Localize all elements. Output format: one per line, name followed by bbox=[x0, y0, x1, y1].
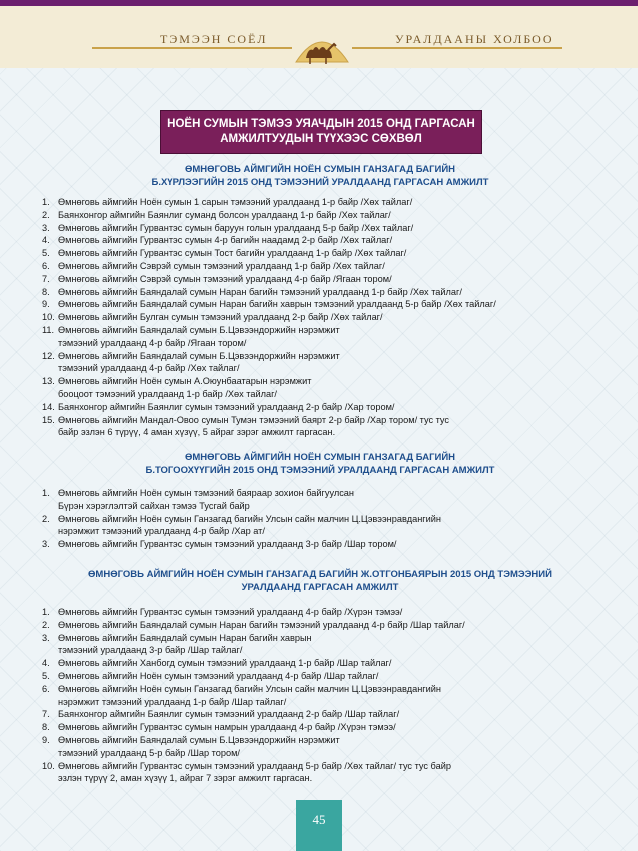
camel-emblem-icon bbox=[292, 26, 352, 66]
list-item-text: тэмээний уралдаанд 3-р байр /Шар тайлаг/ bbox=[58, 645, 243, 656]
section-title-2 bbox=[40, 451, 600, 477]
achievement-list-1 bbox=[42, 196, 612, 439]
list-item-text: Өмнөговь аймгийн Ноён сумын тэмээний баяраар зохион байгуулсан bbox=[58, 488, 354, 498]
list-item bbox=[42, 619, 612, 632]
list-item-text: Өмнөговь аймгийн Ноён сумын тэмээний уралдаанд 4-р байр /Шар тайлаг/ bbox=[58, 670, 379, 681]
list-item bbox=[42, 350, 612, 363]
list-item-text: Өмнөговь аймгийн Сэврэй сумын тэмээний уралдаанд 4-р байр /Ягаан тором/ bbox=[58, 273, 392, 284]
section-title-line: Б.ХҮРЛЭЭГИЙН 2015 ОНД ТЭМЭЭНИЙ УРАЛДААНД ГАРГАСАН АМЖИЛТ bbox=[151, 177, 489, 188]
section-title-3 bbox=[40, 568, 600, 594]
list-item-text: нэрэмжит тэмээний уралдаанд 1-р байр /Шар тайлаг/ bbox=[58, 696, 287, 707]
list-item bbox=[42, 500, 612, 513]
list-item bbox=[42, 721, 612, 734]
header-rule-right bbox=[352, 47, 562, 49]
list-item-number: 3. bbox=[42, 222, 50, 233]
header-rule-left bbox=[92, 47, 292, 49]
section-title-line: УРАЛДААНД ГАРГАСАН АМЖИЛТ bbox=[241, 582, 399, 593]
list-item-text: Өмнөговь аймгийн Гурвантэс сумын тэмээний уралдаанд 5-р байр /Хөх тайлаг/ тус тус байр bbox=[58, 760, 451, 771]
list-item-number: 6. bbox=[42, 683, 50, 694]
list-item-text: Өмнөговь аймгийн Гурвантэс сумын тэмээний уралдаанд 3-р байр /Шар тором/ bbox=[58, 539, 397, 550]
list-item-number: 11. bbox=[42, 324, 55, 335]
list-item-text: Өмнөговь аймгийн Ноён сумын 1 сарын тэмээний уралдаанд 1-р байр /Хөх тайлаг/ bbox=[58, 197, 413, 207]
list-item-number: 3. bbox=[42, 632, 50, 643]
list-item-text: Өмнөговь аймгийн Баяндалай сумын Б.Цэвээндоржийн нэрэмжит bbox=[58, 734, 340, 745]
list-item bbox=[42, 286, 612, 299]
list-item-text: Өмнөговь аймгийн Булган сумын тэмээний уралдаанд 2-р байр /Хөх тайлаг/ bbox=[58, 312, 383, 323]
list-item bbox=[42, 772, 612, 785]
list-item bbox=[42, 708, 612, 721]
list-item-number: 8. bbox=[42, 722, 50, 733]
list-item-text: Баянхонгор аймгийн Баянлиг суманд болсон уралдаанд 1-р байр /Хөх тайлаг/ bbox=[58, 209, 391, 220]
list-item bbox=[42, 362, 612, 375]
list-item-text: Өмнөговь аймгийн Баяндалай сумын Б.Цэвээндоржийн нэрэмжит bbox=[58, 324, 340, 335]
list-item-number: 10. bbox=[42, 760, 55, 771]
list-item bbox=[42, 388, 612, 401]
list-item-number: 2. bbox=[42, 619, 50, 630]
list-item bbox=[42, 734, 612, 747]
list-item bbox=[42, 487, 612, 500]
list-item-text: Өмнөговь аймгийн Сэврэй сумын тэмээний уралдаанд 1-р байр /Хөх тайлаг/ bbox=[58, 260, 385, 271]
list-item bbox=[42, 632, 612, 645]
list-item-text: Өмнөговь аймгийн Мандал-Овоо сумын Тумэн тэмээний баярт 2-р байр /Хар тором/ тус тус bbox=[58, 414, 450, 425]
list-item bbox=[42, 606, 612, 619]
list-item-number: 2. bbox=[42, 209, 50, 220]
list-item bbox=[42, 273, 612, 286]
list-item bbox=[42, 513, 612, 526]
list-item-text: Бүрэн хэрэглэлтэй сайхан тэмээ Тусгай байр bbox=[58, 500, 250, 511]
list-item-text: Өмнөговь аймгийн Баяндалай сумын Б.Цэвээндоржийн нэрэмжит bbox=[58, 350, 340, 361]
list-item bbox=[42, 196, 612, 209]
list-item-text: бооцоот тэмээний уралдаанд 1-р байр /Хөх тайлаг/ bbox=[58, 388, 277, 399]
list-item-number: 14. bbox=[42, 401, 55, 412]
page-number: 45 bbox=[312, 812, 326, 827]
list-item bbox=[42, 222, 612, 235]
list-item-number: 7. bbox=[42, 273, 50, 284]
list-item-text: Өмнөговь аймгийн Ноён сумын А.Оюунбаатарын нэрэмжит bbox=[58, 376, 312, 387]
list-item bbox=[42, 696, 612, 709]
list-item-text: Өмнөговь аймгийн Гурвантэс сумын намрын уралдаанд 4-р байр /Хүрэн тэмээ/ bbox=[58, 722, 396, 733]
section-title-line: ӨМНӨГОВЬ АЙМГИЙН НОЁН СУМЫН ГАНЗАГАД БАГИЙН Ж.ОТГОНБАЯРЫН 2015 ОНД ТЭМЭЭНИЙ bbox=[88, 569, 552, 580]
list-item bbox=[42, 670, 612, 683]
list-item-text: тэмээний уралдаанд 4-р байр /Хөх тайлаг/ bbox=[58, 363, 240, 374]
list-item-text: Өмнөговь аймгийн Баяндалай сумын Наран багийн хаврын тэмээний уралдаанд 5-р байр /Хөх тайлаг/ bbox=[58, 299, 496, 310]
list-item-text: нэрэмжит тэмээний уралдаанд 4-р байр /Хар ат/ bbox=[58, 526, 265, 537]
list-item bbox=[42, 657, 612, 670]
list-item bbox=[42, 298, 612, 311]
list-item-text: Өмнөговь аймгийн Баяндалай сумын Наран багийн хаврын bbox=[58, 632, 312, 643]
list-item-text: Өмнөговь аймгийн Гурвантэс сумын баруун голын уралдаанд 5-р байр /Хөх тайлаг/ bbox=[58, 222, 414, 233]
list-item-text: Өмнөговь аймгийн Гурвантэс сумын 4-р багийн наадамд 2-р байр /Хөх тайлаг/ bbox=[58, 235, 393, 246]
list-item-text: Өмнөговь аймгийн Гурвантэс сумын Тост багийн уралдаанд 1-р байр /Хөх тайлаг/ bbox=[58, 248, 407, 259]
header-left-text: ТЭМЭЭН СОЁЛ bbox=[160, 32, 268, 46]
list-item bbox=[42, 525, 612, 538]
list-item-text: байр эзлэн 6 түрүү, 4 аман хүзүү, 5 айраг зэрэг амжилт гаргасан. bbox=[58, 427, 336, 438]
list-item bbox=[42, 375, 612, 388]
list-item-number: 9. bbox=[42, 299, 50, 310]
list-item-number: 5. bbox=[42, 248, 50, 259]
list-item-text: тэмээний уралдаанд 4-р байр /Ягаан тором/ bbox=[58, 337, 247, 348]
list-item bbox=[42, 247, 612, 260]
list-item-text: эзлэн түрүү 2, аман хүзүү 1, айраг 7 зэрэг амжилт гаргасан. bbox=[58, 773, 313, 784]
list-item-number: 9. bbox=[42, 734, 50, 745]
list-item-text: Баянхонгор аймгийн Баянлиг сумын тэмээний уралдаанд 2-р байр /Хар тором/ bbox=[58, 401, 395, 412]
title-banner bbox=[160, 110, 482, 154]
list-item bbox=[42, 538, 612, 551]
list-item bbox=[42, 209, 612, 222]
list-item bbox=[42, 324, 612, 337]
list-item bbox=[42, 260, 612, 273]
list-item-number: 4. bbox=[42, 658, 50, 669]
list-item-text: тэмээний уралдаанд 5-р байр /Шар тором/ bbox=[58, 747, 240, 758]
list-item-number: 12. bbox=[42, 350, 55, 361]
section-title-1 bbox=[40, 163, 600, 189]
list-item-number: 2. bbox=[42, 513, 50, 524]
banner-line-2: АМЖИЛТУУДЫН ТҮҮХЭЭС СӨХВӨЛ bbox=[220, 133, 422, 145]
list-item-number: 5. bbox=[42, 670, 50, 681]
list-item-text: Өмнөговь аймгийн Баяндалай сумын Наран багийн тэмээний уралдаанд 1-р байр /Хөх тайлаг/ bbox=[58, 286, 462, 297]
list-item-text: Өмнөговь аймгийн Ноён сумын Ганзагад багийн Улсын сайн малчин Ц.Цэвээнравдангийн bbox=[58, 513, 441, 524]
list-item-number: 1. bbox=[42, 607, 50, 617]
list-item bbox=[42, 747, 612, 760]
header-right-text: УРАЛДААНЫ ХОЛБОО bbox=[395, 32, 554, 46]
section-title-line: Б.ТОГООХҮҮГИЙН 2015 ОНД ТЭМЭЭНИЙ УРАЛДААНД ГАРГАСАН АМЖИЛТ bbox=[145, 465, 495, 476]
list-item bbox=[42, 234, 612, 247]
list-item bbox=[42, 311, 612, 324]
list-item bbox=[42, 644, 612, 657]
achievement-list-2 bbox=[42, 487, 612, 551]
list-item-number: 3. bbox=[42, 539, 50, 550]
section-title-line: ӨМНӨГОВЬ АЙМГИЙН НОЁН СУМЫН ГАНЗАГАД БАГИЙН bbox=[184, 164, 456, 175]
list-item bbox=[42, 401, 612, 414]
list-item bbox=[42, 760, 612, 773]
list-item bbox=[42, 426, 612, 439]
list-item-number: 15. bbox=[42, 414, 55, 425]
list-item-number: 8. bbox=[42, 286, 50, 297]
list-item-text: Өмнөговь аймгийн Баяндалай сумын Наран багийн тэмээний уралдаанд 4-р байр /Шар тайлаг/ bbox=[58, 619, 465, 630]
list-item-number: 7. bbox=[42, 709, 50, 720]
list-item-text: Өмнөговь аймгийн Ноён сумын Ганзагад багийн Улсын сайн малчин Ц.Цэвээнравдангийн bbox=[58, 683, 441, 694]
list-item-number: 4. bbox=[42, 235, 50, 246]
list-item-number: 13. bbox=[42, 376, 55, 387]
banner-line-1: НОЁН СУМЫН ТЭМЭЭ УЯАЧДЫН 2015 ОНД ГАРГАСАН bbox=[167, 118, 475, 130]
list-item-text: Өмнөговь аймгийн Ханбогд сумын тэмээний уралдаанд 1-р байр /Шар тайлаг/ bbox=[58, 658, 392, 669]
list-item-number: 1. bbox=[42, 488, 50, 498]
section-title-line: ӨМНӨГОВЬ АЙМГИЙН НОЁН СУМЫН ГАНЗАГАД БАГИЙН bbox=[184, 452, 456, 463]
list-item-number: 10. bbox=[42, 312, 55, 323]
list-item-number: 6. bbox=[42, 260, 50, 271]
list-item-number: 1. bbox=[42, 197, 50, 207]
list-item bbox=[42, 337, 612, 350]
list-item bbox=[42, 414, 612, 427]
list-item-text: Өмнөговь аймгийн Гурвантэс сумын тэмээний уралдаанд 4-р байр /Хүрэн тэмээ/ bbox=[58, 607, 403, 617]
list-item bbox=[42, 683, 612, 696]
achievement-list-3 bbox=[42, 606, 612, 785]
list-item-text: Баянхонгор аймгийн Баянлиг сумын тэмээний уралдаанд 2-р байр /Шар тайлаг/ bbox=[58, 709, 400, 720]
